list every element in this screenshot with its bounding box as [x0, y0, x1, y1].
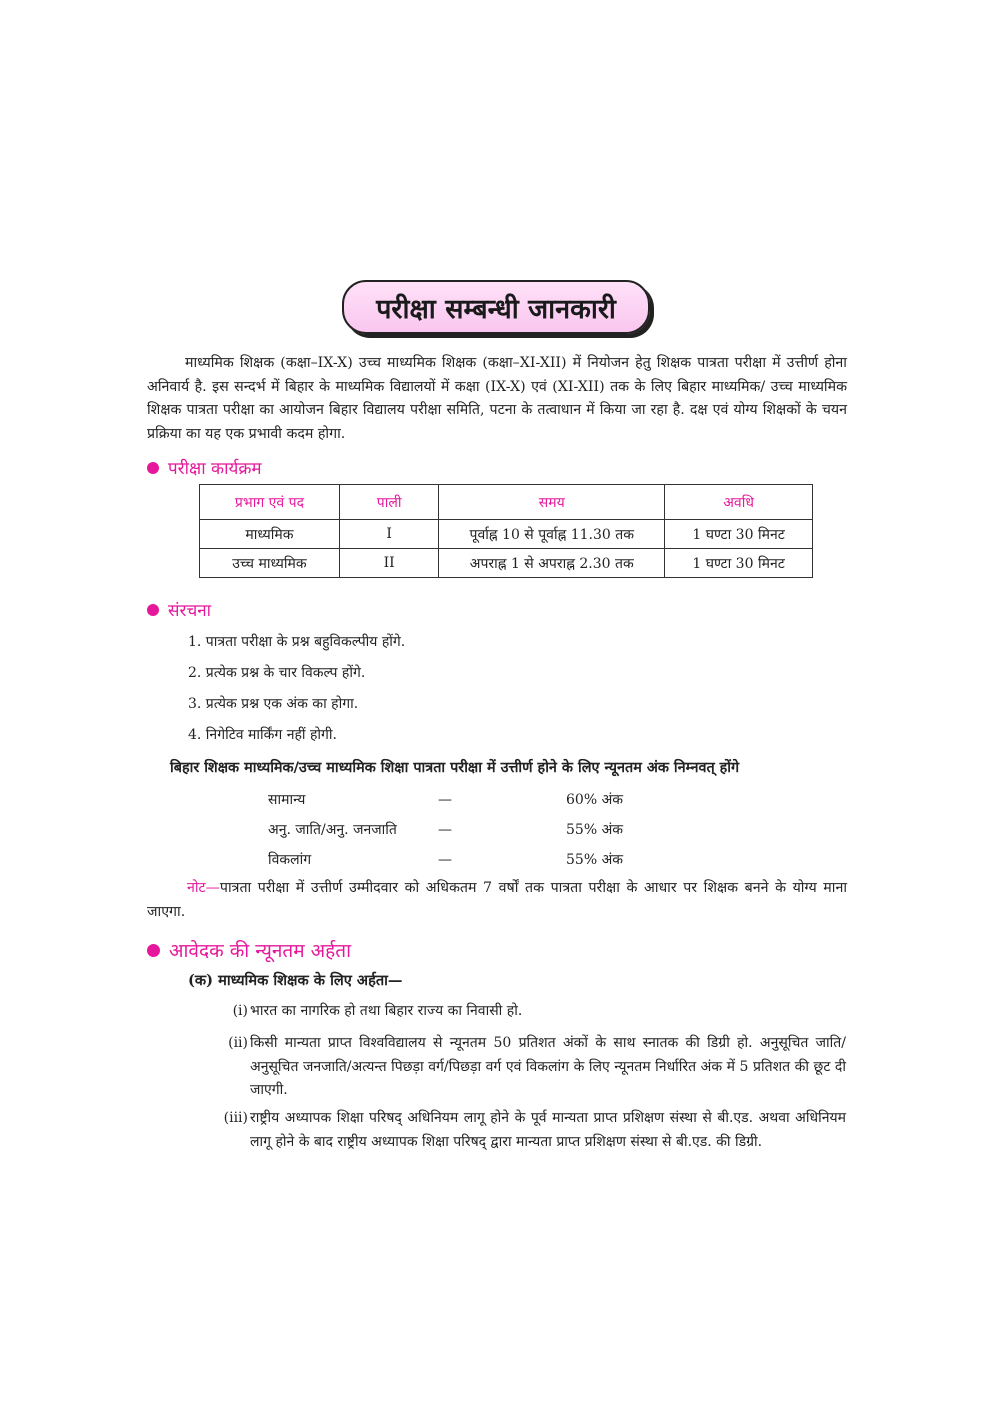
table-row [200, 520, 813, 549]
section-heading-label: आवेदक की न्यूनतम अर्हता [169, 940, 352, 962]
section-heading-arhata [147, 937, 351, 963]
table-row [200, 549, 813, 578]
table-cell: I [339, 520, 438, 549]
bullet-dot-icon [147, 604, 159, 616]
min-marks-list [268, 787, 668, 877]
table-header-row [200, 485, 813, 520]
table-cell: माध्यमिक [200, 520, 340, 549]
page-title: परीक्षा सम्बन्धी जानकारी [376, 293, 616, 325]
marks-value: 60% अंक [566, 792, 624, 808]
marks-dash: — [438, 822, 452, 838]
item-number: (iii) [223, 1110, 248, 1126]
title-box [342, 280, 650, 334]
marks-dash: — [438, 852, 452, 868]
structure-rules-list [188, 630, 405, 754]
item-text: किसी मान्यता प्राप्त विश्वविद्यालय से न्यूनतम 50 प्रतिशत अंकों के साथ स्नातक की डिग्री हो. अनुसूचित जाति/ अनुसूचित जनजाति/अत्यन्त पिछड़ा वर्ग/पिछड़ा वर्ग एवं विकलांग के लिए न्यूनतम निर्धारित अंक में 5 प्रतिशत की छूट दी जाएगी. [250, 1035, 846, 1098]
item-text: भारत का नागरिक हो तथा बिहार राज्य का निवासी हो. [250, 1003, 523, 1019]
marks-value: 55% अंक [566, 822, 624, 838]
table-cell: 1 घण्टा 30 मिनट [665, 520, 813, 549]
section-heading-sanrachna [147, 598, 211, 621]
note-text: पात्रता परीक्षा में उत्तीर्ण उम्मीदवार को अधिकतम 7 वर्षों तक पात्रता परीक्षा के आधार पर शिक्षक बनने के योग्य माना जाएगा. [147, 880, 847, 920]
marks-dash: — [438, 792, 452, 808]
table-cell: II [339, 549, 438, 578]
list-item: 4. निगेटिव मार्किंग नहीं होगी. [188, 727, 338, 743]
bullet-dot-icon [147, 462, 159, 474]
list-item [268, 787, 668, 817]
list-item [268, 817, 668, 847]
bullet-dot-icon [147, 944, 160, 957]
list-item [268, 847, 668, 877]
marks-category: अनु. जाति/अनु. जनजाति [268, 822, 397, 838]
marks-category: सामान्य [268, 792, 306, 808]
column-header: समय [439, 485, 665, 520]
table-cell: पूर्वाह्न 10 से पूर्वाह्न 11.30 तक [439, 520, 665, 549]
column-header: पाली [339, 485, 438, 520]
section-heading-label: परीक्षा कार्यक्रम [168, 459, 262, 479]
list-item: 2. प्रत्येक प्रश्न के चार विकल्प होंगे. [188, 665, 366, 681]
column-header: अवधि [665, 485, 813, 520]
section-heading-karyakram [147, 456, 262, 479]
intro-paragraph: माध्यमिक शिक्षक (कक्षा–IX-X) उच्च माध्यमिक शिक्षक (कक्षा–XI-XII) में नियोजन हेतु शिक्षक पात्रता परीक्षा में उत्तीर्ण होना अनिवार्य है. इस सन्दर्भ में बिहार के माध्यमिक विद्यालयों में कक्षा (IX-X) एवं (XI-XII) तक के लिए बिहार माध्यमिक/ उच्च माध्यमिक शिक्षक पात्रता परीक्षा का आयोजन बिहार विद्यालय परीक्षा समिति, पटना के तत्वाधान में किया जा रहा है. दक्ष एवं योग्य शिक्षकों के चयन प्रक्रिया का यह एक प्रभावी कदम होगा. [147, 355, 847, 442]
qualification-subheading: (क) माध्यमिक शिक्षक के लिए अर्हता— [188, 972, 403, 989]
marks-value: 55% अंक [566, 852, 624, 868]
list-item: 1. पात्रता परीक्षा के प्रश्न बहुविकल्पीय होंगे. [188, 634, 406, 650]
note-paragraph [147, 877, 847, 924]
item-text: राष्ट्रीय अध्यापक शिक्षा परिषद् अधिनियम लागू होने के पूर्व मान्यता प्राप्त प्रशिक्षण संस्था से बी.एड. अथवा अधिनियम लागू होने के बाद राष्ट्रीय अध्यापक शिक्षा परिषद् द्वारा मान्यता प्राप्त प्रशिक्षण संस्था से बी.एड. की डिग्री. [250, 1110, 846, 1150]
note-label: नोट— [187, 880, 220, 896]
table-cell: उच्च माध्यमिक [200, 549, 340, 578]
item-number: (ii) [228, 1035, 248, 1051]
min-marks-heading: बिहार शिक्षक माध्यमिक/उच्च माध्यमिक शिक्षा पात्रता परीक्षा में उत्तीर्ण होने के लिए न्यूनतम अंक निम्नवत् होंगे [170, 759, 740, 776]
table-cell: अपराह्न 1 से अपराह्न 2.30 तक [439, 549, 665, 578]
item-number: (i) [232, 1003, 248, 1019]
table-cell: 1 घण्टा 30 मिनट [665, 549, 813, 578]
schedule-table [199, 484, 813, 578]
section-heading-label: संरचना [168, 601, 212, 621]
list-item: 3. प्रत्येक प्रश्न एक अंक का होगा. [188, 696, 359, 712]
column-header: प्रभाग एवं पद [200, 485, 340, 520]
marks-category: विकलांग [268, 852, 312, 868]
